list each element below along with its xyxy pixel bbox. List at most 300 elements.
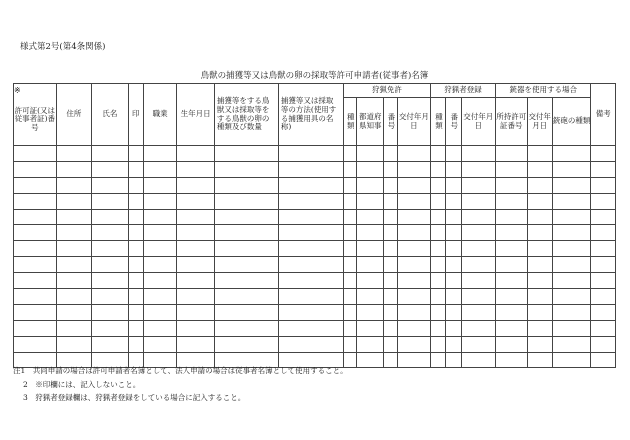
blank-cell [343, 193, 356, 209]
header-gun-use: 銃器を使用する場合 [496, 84, 591, 98]
blank-cell [278, 146, 343, 162]
blank-cell [527, 241, 552, 257]
blank-cell [384, 161, 397, 177]
blank-cell [92, 146, 129, 162]
blank-cell [446, 289, 461, 305]
table-row [14, 161, 616, 177]
blank-cell [552, 336, 591, 352]
blank-cell [278, 336, 343, 352]
blank-cell [384, 209, 397, 225]
blank-cell [128, 257, 143, 273]
header-gun-type: 銃砲の種類 [552, 98, 591, 146]
table-row [14, 304, 616, 320]
blank-cell [552, 225, 591, 241]
blank-cell [128, 241, 143, 257]
blank-cell [397, 336, 430, 352]
footnote-2: 2 ※印欄には、記入しないこと。 [23, 379, 141, 389]
header-species: 捕獲等をする鳥獣又は採取等をする鳥獣の卵の種類及び数量 [214, 84, 278, 146]
blank-cell [343, 273, 356, 289]
blank-cell [14, 225, 57, 241]
blank-cell [278, 209, 343, 225]
header-registration-number: 番号 [446, 98, 461, 146]
applicant-register-table [13, 83, 616, 368]
blank-cell [591, 241, 616, 257]
blank-cell [496, 161, 527, 177]
blank-cell [357, 320, 384, 336]
blank-cell [527, 257, 552, 273]
header-remarks: 備考 [591, 84, 616, 146]
blank-cell [431, 146, 446, 162]
blank-cell [591, 146, 616, 162]
blank-cell [552, 146, 591, 162]
blank-cell [431, 273, 446, 289]
blank-cell [343, 241, 356, 257]
blank-cell [177, 193, 215, 209]
blank-cell [343, 161, 356, 177]
blank-cell [14, 320, 57, 336]
header-gun-permit-number: 所持許可証番号 [496, 98, 527, 146]
header-occupation: 職業 [143, 84, 176, 146]
blank-cell [431, 336, 446, 352]
register-body [14, 146, 616, 368]
blank-cell [56, 336, 92, 352]
blank-cell [357, 352, 384, 368]
blank-cell [431, 161, 446, 177]
table-row [14, 289, 616, 305]
blank-cell [552, 320, 591, 336]
blank-cell [527, 289, 552, 305]
blank-cell [384, 146, 397, 162]
header-registration-issue-date: 交付年月日 [461, 98, 496, 146]
header-license-number: 番号 [384, 98, 397, 146]
blank-cell [92, 304, 129, 320]
table-row [14, 209, 616, 225]
blank-cell [143, 289, 176, 305]
blank-cell [496, 177, 527, 193]
blank-cell [397, 241, 430, 257]
blank-cell [128, 177, 143, 193]
blank-cell [357, 161, 384, 177]
blank-cell [527, 304, 552, 320]
blank-cell [56, 320, 92, 336]
header-hunting-license: 狩猟免許 [343, 84, 430, 98]
blank-cell [552, 289, 591, 305]
blank-cell [397, 289, 430, 305]
blank-cell [143, 320, 176, 336]
blank-cell [496, 304, 527, 320]
blank-cell [431, 193, 446, 209]
blank-cell [143, 177, 176, 193]
blank-cell [143, 257, 176, 273]
blank-cell [214, 225, 278, 241]
blank-cell [446, 209, 461, 225]
blank-cell [527, 146, 552, 162]
blank-cell [397, 209, 430, 225]
blank-cell [128, 304, 143, 320]
blank-cell [431, 320, 446, 336]
blank-cell [527, 225, 552, 241]
blank-cell [397, 177, 430, 193]
blank-cell [446, 257, 461, 273]
blank-cell [128, 289, 143, 305]
table-row [14, 177, 616, 193]
blank-cell [278, 193, 343, 209]
blank-cell [461, 193, 496, 209]
blank-cell [56, 161, 92, 177]
blank-cell [552, 352, 591, 368]
blank-cell [397, 273, 430, 289]
blank-cell [214, 241, 278, 257]
blank-cell [552, 193, 591, 209]
header-birthdate: 生年月日 [177, 84, 215, 146]
blank-cell [397, 193, 430, 209]
blank-cell [128, 161, 143, 177]
blank-cell [56, 146, 92, 162]
table-row [14, 257, 616, 273]
blank-cell [14, 209, 57, 225]
blank-cell [214, 289, 278, 305]
blank-cell [92, 257, 129, 273]
blank-cell [128, 146, 143, 162]
blank-cell [343, 146, 356, 162]
blank-cell [92, 225, 129, 241]
blank-cell [177, 225, 215, 241]
header-registration-kind: 種類 [431, 98, 446, 146]
blank-cell [14, 193, 57, 209]
table-row [14, 225, 616, 241]
blank-cell [384, 320, 397, 336]
blank-cell [92, 177, 129, 193]
blank-cell [397, 161, 430, 177]
blank-cell [56, 193, 92, 209]
blank-cell [446, 241, 461, 257]
blank-cell [214, 177, 278, 193]
header-permit-number: 許可証(又は従事者証)番号 [14, 84, 57, 146]
blank-cell [591, 225, 616, 241]
blank-cell [343, 289, 356, 305]
blank-cell [143, 225, 176, 241]
table-row [14, 336, 616, 352]
blank-cell [357, 193, 384, 209]
blank-cell [591, 161, 616, 177]
blank-cell [177, 209, 215, 225]
blank-cell [128, 225, 143, 241]
blank-cell [461, 177, 496, 193]
blank-cell [278, 289, 343, 305]
blank-cell [214, 320, 278, 336]
blank-cell [14, 273, 57, 289]
blank-cell [357, 336, 384, 352]
blank-cell [446, 225, 461, 241]
header-gun-issue-date: 交付年月日 [527, 98, 552, 146]
blank-cell [177, 273, 215, 289]
blank-cell [343, 209, 356, 225]
blank-cell [496, 257, 527, 273]
blank-cell [92, 320, 129, 336]
blank-cell [591, 273, 616, 289]
header-license-kind: 種類 [343, 98, 356, 146]
blank-cell [343, 225, 356, 241]
table-row [14, 241, 616, 257]
blank-cell [128, 209, 143, 225]
blank-cell [357, 273, 384, 289]
blank-cell [461, 352, 496, 368]
blank-cell [14, 336, 57, 352]
blank-cell [461, 320, 496, 336]
blank-cell [56, 304, 92, 320]
blank-cell [552, 177, 591, 193]
header-license-issue-date: 交付年月日 [397, 98, 430, 146]
blank-cell [143, 273, 176, 289]
blank-cell [143, 336, 176, 352]
blank-cell [461, 209, 496, 225]
blank-cell [591, 193, 616, 209]
blank-cell [214, 273, 278, 289]
blank-cell [56, 209, 92, 225]
blank-cell [384, 177, 397, 193]
blank-cell [496, 225, 527, 241]
blank-cell [14, 177, 57, 193]
blank-cell [128, 336, 143, 352]
blank-cell [446, 146, 461, 162]
blank-cell [357, 257, 384, 273]
blank-cell [92, 241, 129, 257]
blank-cell [496, 320, 527, 336]
blank-cell [431, 209, 446, 225]
blank-cell [527, 352, 552, 368]
blank-cell [92, 273, 129, 289]
blank-cell [384, 304, 397, 320]
blank-cell [446, 161, 461, 177]
blank-cell [591, 304, 616, 320]
blank-cell [214, 336, 278, 352]
form-number: 様式第2号(第4条関係) [20, 42, 106, 52]
blank-cell [14, 146, 57, 162]
blank-cell [591, 257, 616, 273]
blank-cell [446, 336, 461, 352]
footnote-3: 3 狩猟者登録欄は、狩猟者登録をしている場合に記入すること。 [23, 393, 246, 402]
blank-cell [278, 177, 343, 193]
blank-cell [177, 146, 215, 162]
blank-cell [384, 257, 397, 273]
blank-cell [177, 320, 215, 336]
blank-cell [14, 161, 57, 177]
blank-cell [431, 177, 446, 193]
blank-cell [343, 336, 356, 352]
blank-cell [461, 289, 496, 305]
header-seal: 印 [128, 84, 143, 146]
header-address: 住所 [56, 84, 92, 146]
blank-cell [128, 193, 143, 209]
blank-cell [461, 304, 496, 320]
blank-cell [357, 209, 384, 225]
blank-cell [278, 257, 343, 273]
blank-cell [591, 289, 616, 305]
blank-cell [56, 257, 92, 273]
header-hunter-registration: 狩猟者登録 [431, 84, 496, 98]
blank-cell [56, 177, 92, 193]
blank-cell [397, 146, 430, 162]
blank-cell [143, 241, 176, 257]
blank-cell [397, 304, 430, 320]
blank-cell [357, 304, 384, 320]
blank-cell [143, 146, 176, 162]
table-row [14, 320, 616, 336]
blank-cell [446, 352, 461, 368]
blank-cell [56, 225, 92, 241]
blank-cell [384, 289, 397, 305]
blank-cell [446, 177, 461, 193]
blank-cell [214, 193, 278, 209]
blank-cell [527, 161, 552, 177]
blank-cell [496, 241, 527, 257]
blank-cell [278, 320, 343, 336]
blank-cell [496, 146, 527, 162]
blank-cell [56, 241, 92, 257]
blank-cell [461, 161, 496, 177]
blank-cell [496, 336, 527, 352]
blank-cell [357, 241, 384, 257]
blank-cell [552, 273, 591, 289]
blank-cell [397, 352, 430, 368]
blank-cell [92, 161, 129, 177]
blank-cell [384, 352, 397, 368]
blank-cell [461, 241, 496, 257]
blank-cell [446, 193, 461, 209]
blank-cell [278, 241, 343, 257]
blank-cell [431, 225, 446, 241]
blank-cell [177, 304, 215, 320]
blank-cell [527, 273, 552, 289]
blank-cell [431, 241, 446, 257]
blank-cell [552, 241, 591, 257]
blank-cell [552, 209, 591, 225]
blank-cell [384, 225, 397, 241]
blank-cell [591, 209, 616, 225]
blank-cell [384, 241, 397, 257]
blank-cell [357, 146, 384, 162]
blank-cell [177, 257, 215, 273]
blank-cell [384, 336, 397, 352]
blank-cell [527, 177, 552, 193]
blank-cell [143, 304, 176, 320]
header-prefecture-governor: 都道府県知事 [357, 98, 384, 146]
blank-cell [343, 177, 356, 193]
blank-cell [177, 336, 215, 352]
blank-cell [527, 320, 552, 336]
blank-cell [446, 304, 461, 320]
blank-cell [527, 209, 552, 225]
blank-cell [552, 257, 591, 273]
blank-cell [92, 193, 129, 209]
blank-cell [343, 257, 356, 273]
blank-cell [177, 161, 215, 177]
blank-cell [591, 336, 616, 352]
blank-cell [461, 146, 496, 162]
blank-cell [527, 193, 552, 209]
blank-cell [397, 225, 430, 241]
blank-cell [214, 161, 278, 177]
blank-cell [496, 193, 527, 209]
blank-cell [92, 209, 129, 225]
blank-cell [143, 161, 176, 177]
blank-cell [92, 336, 129, 352]
blank-cell [461, 257, 496, 273]
footnotes [13, 364, 348, 405]
header-name: 氏名 [92, 84, 129, 146]
blank-cell [343, 320, 356, 336]
blank-cell [278, 273, 343, 289]
blank-cell [397, 320, 430, 336]
blank-cell [496, 352, 527, 368]
blank-cell [214, 146, 278, 162]
blank-cell [591, 352, 616, 368]
reserved-mark: ※ [14, 86, 21, 95]
blank-cell [214, 257, 278, 273]
blank-cell [56, 289, 92, 305]
blank-cell [461, 225, 496, 241]
blank-cell [177, 241, 215, 257]
blank-cell [278, 225, 343, 241]
blank-cell [461, 336, 496, 352]
blank-cell [446, 320, 461, 336]
blank-cell [384, 273, 397, 289]
blank-cell [14, 257, 57, 273]
blank-cell [496, 273, 527, 289]
footnote-1: 注1 共同申請の場合は許可申請者名簿として、法人申請の場合は従事者名簿として使用すること。 [13, 366, 348, 375]
blank-cell [177, 177, 215, 193]
blank-cell [14, 289, 57, 305]
table-row [14, 146, 616, 162]
blank-cell [343, 304, 356, 320]
document-title: 鳥獣の捕獲等又は鳥獣の卵の採取等許可申請者(従事者)名簿 [200, 71, 429, 81]
blank-cell [357, 225, 384, 241]
blank-cell [496, 209, 527, 225]
blank-cell [431, 289, 446, 305]
blank-cell [591, 320, 616, 336]
blank-cell [431, 304, 446, 320]
blank-cell [177, 289, 215, 305]
blank-cell [128, 273, 143, 289]
blank-cell [14, 304, 57, 320]
blank-cell [92, 289, 129, 305]
blank-cell [552, 161, 591, 177]
blank-cell [214, 304, 278, 320]
blank-cell [431, 352, 446, 368]
blank-cell [591, 177, 616, 193]
header-method: 捕獲等又は採取等の方法(使用する捕獲用具の名称) [278, 84, 343, 146]
blank-cell [278, 161, 343, 177]
table-row [14, 193, 616, 209]
blank-cell [384, 193, 397, 209]
blank-cell [143, 209, 176, 225]
blank-cell [214, 209, 278, 225]
blank-cell [446, 273, 461, 289]
blank-cell [143, 193, 176, 209]
blank-cell [552, 304, 591, 320]
blank-cell [278, 304, 343, 320]
blank-cell [461, 273, 496, 289]
blank-cell [397, 257, 430, 273]
table-row [14, 273, 616, 289]
blank-cell [357, 289, 384, 305]
blank-cell [527, 336, 552, 352]
blank-cell [496, 289, 527, 305]
blank-cell [431, 257, 446, 273]
blank-cell [56, 273, 92, 289]
blank-cell [14, 241, 57, 257]
blank-cell [357, 177, 384, 193]
